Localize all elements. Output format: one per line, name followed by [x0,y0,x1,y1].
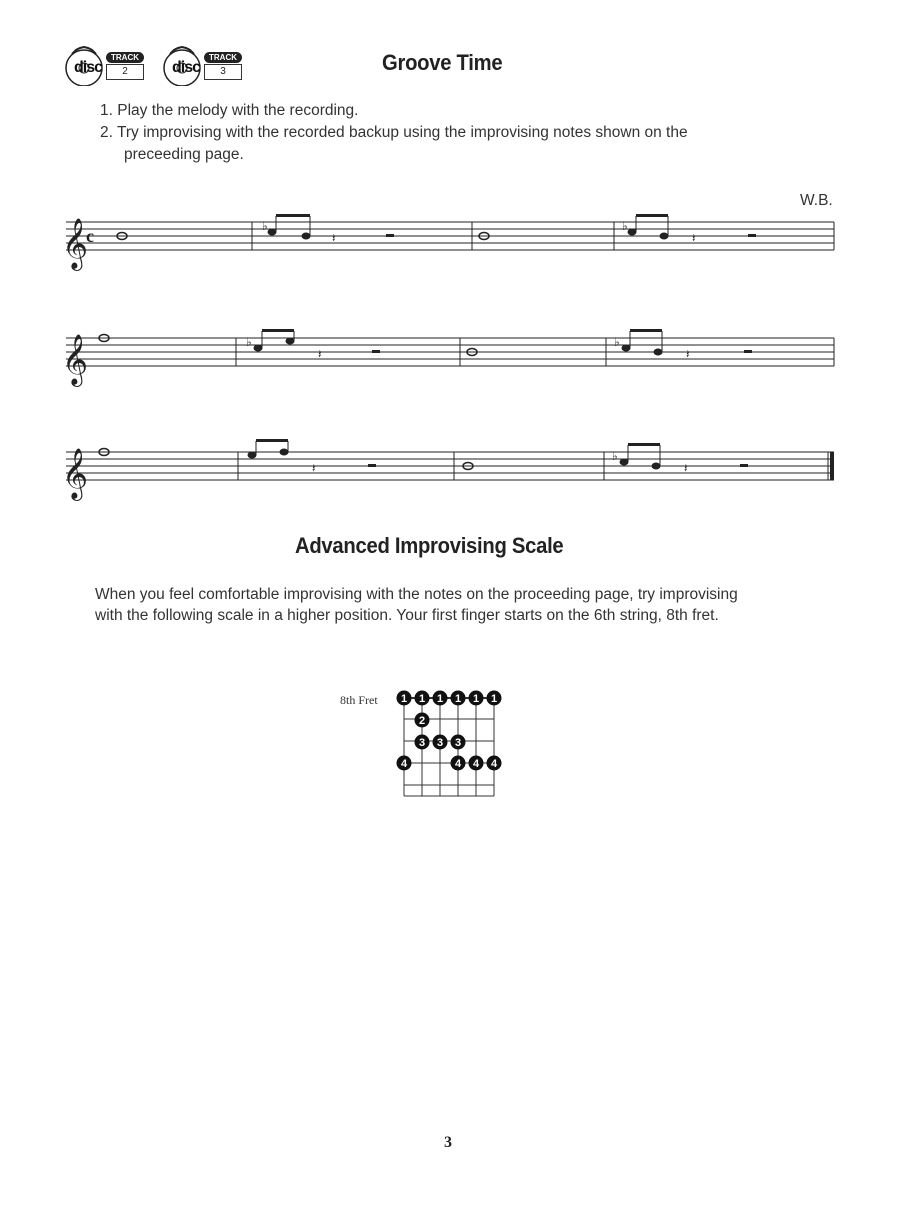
finger-dot [469,756,484,771]
finger-dot [487,691,502,706]
finger-dot [451,735,466,750]
finger-dot [415,713,430,728]
svg-text:2: 2 [418,715,426,727]
svg-text:3: 3 [454,737,462,749]
svg-text:1: 1 [454,693,462,705]
section-title-groove-time: Groove Time [382,50,503,75]
svg-text:𝄞: 𝄞 [62,334,89,385]
track-label: TRACK [106,52,144,63]
finger-dot [451,691,466,706]
track-number: 2 [106,64,144,80]
svg-text:𝄽: 𝄽 [318,347,322,361]
instruction-2: 2. Try improvising with the recorded backup using the improvising notes shown on the [100,124,688,141]
fret-label: 8th Fret [340,693,378,707]
instruction-2-cont: preceeding page. [124,146,244,163]
section-title-advanced-scale: Advanced Improvising Scale [295,533,564,558]
disc-word: disc [172,59,201,76]
scale-paragraph-line-2: with the following scale in a higher position. Your first finger starts on the 6th string, 8th fret. [95,607,719,624]
finger-dot [397,756,412,771]
svg-text:♭: ♭ [614,335,620,349]
svg-text:1: 1 [472,693,480,705]
svg-text:1: 1 [400,693,408,705]
svg-text:4: 4 [472,758,480,770]
svg-text:𝄽: 𝄽 [686,347,690,361]
finger-dot [469,691,484,706]
scale-fretboard-diagram [396,686,516,806]
svg-text:𝄞: 𝄞 [62,448,89,499]
svg-text:1: 1 [436,693,444,705]
scale-paragraph-line-1: When you feel comfortable improvising with the notes on the proceeding page, try improvising [95,586,738,603]
svg-text:4: 4 [400,758,408,770]
page-number: 3 [444,1134,452,1151]
svg-text:1: 1 [418,693,426,705]
svg-text:♭: ♭ [612,449,618,463]
svg-text:♭: ♭ [246,335,252,349]
finger-dot [451,756,466,771]
finger-dot [415,691,430,706]
svg-text:𝄽: 𝄽 [684,461,688,475]
finger-dot [433,691,448,706]
finger-dot [433,735,448,750]
finger-dot [487,756,502,771]
track-label: TRACK [204,52,242,63]
svg-text:𝄽: 𝄽 [312,461,316,475]
svg-text:♭: ♭ [622,219,628,233]
svg-text:𝄽: 𝄽 [692,231,696,245]
track-number: 3 [204,64,242,80]
svg-text:4: 4 [454,758,462,770]
svg-text:4: 4 [490,758,498,770]
svg-text:c: c [86,226,94,246]
svg-text:3: 3 [436,737,444,749]
svg-text:1: 1 [490,693,498,705]
finger-dot [415,735,430,750]
finger-dot [397,691,412,706]
svg-text:𝄽: 𝄽 [332,231,336,245]
sheet-music [0,0,900,520]
svg-text:3: 3 [418,737,426,749]
composer-credit: W.B. [800,192,833,209]
svg-text:𝄞: 𝄞 [62,218,89,269]
disc-word: disc [74,59,103,76]
instruction-1: 1. Play the melody with the recording. [100,102,359,119]
svg-text:♭: ♭ [262,219,268,233]
